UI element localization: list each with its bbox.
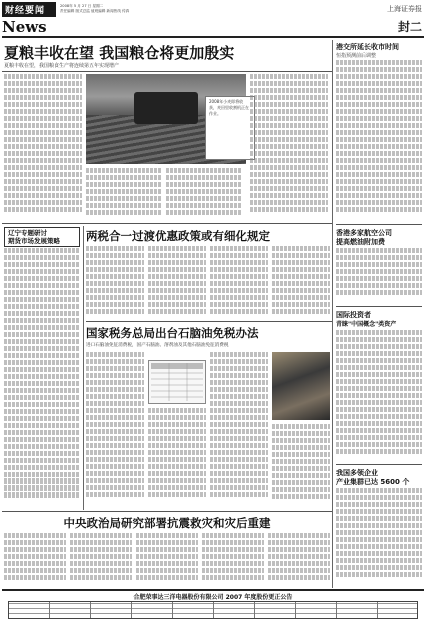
- quake-body-col2: [70, 533, 132, 587]
- tax-body-col3: [210, 352, 268, 508]
- sidebar-rule-3: [336, 464, 422, 465]
- masthead-date: 2008年 5 月 27 日 星期二: [60, 4, 104, 8]
- quake-body-col4: [202, 533, 264, 587]
- sidebar-story3-subtitle: 青睐"中国概念"类资产: [336, 321, 397, 328]
- policy-body-col2: [148, 246, 206, 318]
- lead-body-col2: [86, 168, 162, 220]
- lead-rule: [2, 71, 332, 72]
- tax-table-figure: [148, 360, 206, 404]
- sidebar-story4-title: 我国多领企业: [336, 469, 378, 477]
- left-column-divider: [83, 226, 84, 510]
- sidebar-rule-1: [336, 224, 422, 225]
- lead-subhead: 夏粮丰收在望，我国粮食生产将连续第五年实现增产: [4, 63, 120, 69]
- policy-body-col4: [272, 246, 330, 318]
- footer-rule: [2, 589, 424, 591]
- tax-table-graphic: [149, 361, 205, 403]
- tax-headline: 国家税务总局出台石脑油免税办法: [86, 326, 259, 340]
- quake-headline: 中央政治局研究部署抗震救灾和灾后重建: [63, 516, 271, 530]
- lead-body-col1: [4, 74, 82, 220]
- sidebar-body-1: [336, 60, 422, 220]
- lead-body-col3: [166, 168, 242, 220]
- tag-box: [4, 227, 80, 247]
- sidebar-rule-2: [336, 306, 422, 307]
- sidebar-story3-title: 国际投资者: [336, 311, 371, 319]
- sidebar-body-4: [336, 488, 422, 586]
- masthead-section: [2, 2, 56, 35]
- page-label: 封二: [397, 20, 422, 34]
- tax-body-col4: [272, 424, 330, 508]
- footer-announcement-title: 合肥荣事达三洋电器股份有限公司 2007 年度股份更正公告: [133, 594, 293, 601]
- section-rule-2: [86, 321, 332, 322]
- quake-body-col3: [136, 533, 198, 587]
- tag-box-line1: 辽宁专题研讨: [8, 229, 47, 237]
- sidebar-story2-subtitle: 提高燃油附加费: [336, 238, 385, 246]
- sidebar-story2-title: 香港多家航空公司: [336, 229, 392, 237]
- tax-body-col1: [86, 352, 144, 508]
- masthead-info: [60, 4, 290, 14]
- sidebar-title: 港交所延长收市时间: [336, 43, 399, 51]
- sidebar-body-3: [336, 330, 422, 460]
- section-rule-3: [2, 511, 332, 512]
- tax-subhead: 进口石脑油免征消费税，国产石脑油、溶剂油及其他石脑油免征消费税: [86, 343, 229, 348]
- sidebar-story4-subtitle: 产业集群已达 5600 个: [336, 478, 410, 486]
- masthead-rule: [2, 36, 424, 38]
- footer-announcement-table: [8, 601, 418, 619]
- photo-caption-text: 2008年小麦即将收获，麦田里收割机正在作业。: [209, 99, 249, 116]
- tax-photo: [272, 352, 330, 420]
- column-divider: [332, 40, 333, 588]
- photo-caption: [205, 96, 255, 160]
- newspaper-logo: 上海证券报: [387, 5, 422, 13]
- tax-body-col2: [148, 408, 206, 508]
- tag-body: [4, 248, 80, 508]
- masthead-editors: 责任编辑 版式总监 值班编辑 新闻热线 传真: [60, 9, 130, 13]
- sidebar-body-2: [336, 248, 422, 302]
- policy-body-col3: [210, 246, 268, 318]
- lead-headline: 夏粮丰收在望 我国粮仓将更加殷实: [4, 44, 235, 62]
- section-title-en: News: [2, 18, 47, 36]
- quake-body-col5: [268, 533, 330, 587]
- tag-box-line2: 期货市场发展策略: [8, 237, 60, 245]
- quake-body-col1: [4, 533, 66, 587]
- policy-body-col1: [86, 246, 144, 318]
- sidebar-subtitle: 恒指预测前后调整: [336, 53, 377, 59]
- section-title-zh: 财经要闻: [2, 2, 56, 17]
- lead-body-col4: [250, 74, 328, 220]
- policy-headline: 两税合一过渡优惠政策或有细化规定: [86, 229, 270, 243]
- section-rule-1: [2, 223, 332, 224]
